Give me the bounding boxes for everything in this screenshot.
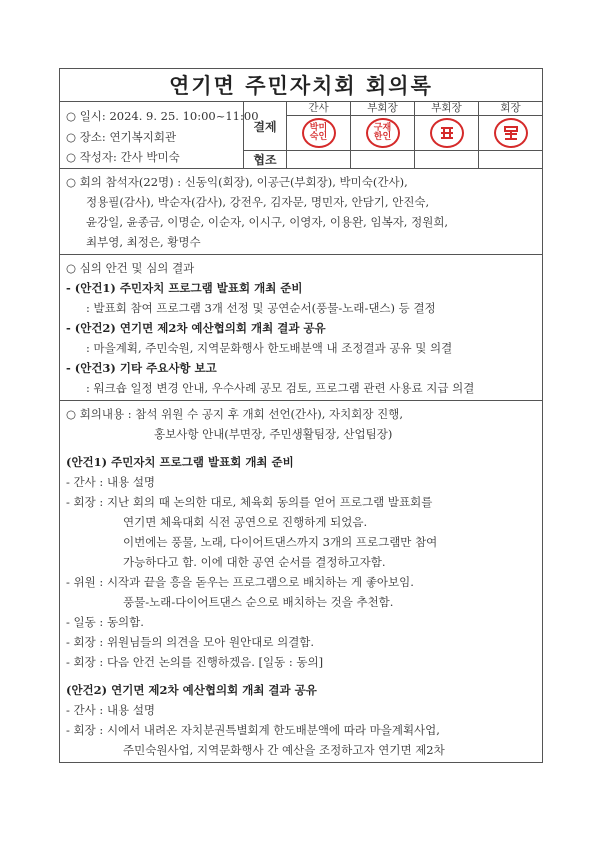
agenda-item-detail: : 마을계획, 주민숙원, 지역문화행사 한도배분액 내 조정결과 공유 및 의결 xyxy=(86,341,453,355)
approval-role: 간사 xyxy=(287,102,350,116)
minutes-line: - 회장 : 시에서 내려온 자치분권특별회계 한도배분액에 따라 마을계획사업, xyxy=(66,723,440,737)
minutes-line: - 간사 : 내용 설명 xyxy=(66,475,156,489)
seal-text: 구재한인 xyxy=(373,123,392,142)
seal-stamp xyxy=(430,118,464,148)
seal-mark xyxy=(500,122,522,144)
minutes-line: 이번에는 풍물, 노래, 다이어트댄스까지 3개의 프로그램만 참여 xyxy=(123,535,438,549)
attendees-line: 최부영, 최정은, 황명수 xyxy=(86,235,201,249)
cooperation-cell xyxy=(351,151,414,168)
minutes-line: 가능하다고 함. 이에 대한 공연 순서를 결정하고자함. xyxy=(123,555,386,569)
approval-sign-cell xyxy=(479,116,542,151)
attendees-line: 윤강일, 윤종금, 이명순, 이순자, 이시구, 이영자, 이용완, 임복자, 정원희, xyxy=(86,215,449,229)
minutes-line: - 회장 : 다음 안건 논의를 진행하겠음. [일동 : 동의] xyxy=(66,655,324,669)
approval-sign-cell xyxy=(415,116,478,151)
approval-sign-cell xyxy=(287,116,350,151)
minutes-document xyxy=(59,68,543,763)
cooperation-cell xyxy=(415,151,478,168)
approval-column-vice-chair-2 xyxy=(415,102,479,168)
agenda-item-title: - (안건1) 주민자치 프로그램 발표회 개최 준비 xyxy=(66,281,303,295)
approval-role: 회장 xyxy=(479,102,542,116)
seal-stamp xyxy=(302,118,336,148)
approval-grid xyxy=(287,102,542,168)
minutes-line: - 회장 : 위원님들의 의견을 모아 원안대로 의결함. xyxy=(66,635,315,649)
agenda-item-detail: : 발표회 참여 프로그램 3개 선정 및 공연순서(풍물-노래-댄스) 등 결정 xyxy=(86,301,436,315)
minutes-intro: ○ 회의내용 : 참석 위원 수 공지 후 개회 선언(간사), 자치회장 진행, xyxy=(66,407,404,421)
cooperation-cell xyxy=(287,151,350,168)
meeting-writer: ○ 작성자: 간사 박미숙 xyxy=(66,150,180,164)
approval-role: 부회장 xyxy=(351,102,414,116)
meeting-place: ○ 장소: 연기복지회관 xyxy=(66,129,177,144)
minutes-line: 주민숙원사업, 지역문화행사 간 예산을 조정하고자 연기면 제2차 xyxy=(123,743,445,757)
attendees-line: 정용필(감사), 박순자(감사), 강전우, 김자문, 명민자, 안담기, 안진숙, xyxy=(86,195,430,209)
cooperation-cell xyxy=(479,151,542,168)
seal-text: 박미숙인 xyxy=(309,123,328,142)
attendees-section xyxy=(60,169,542,255)
document-title: 연기면 주민자치회 회의록 xyxy=(169,74,433,98)
seal-stamp xyxy=(366,118,400,148)
attendees-line: ○ 회의 참석자(22명) : 신동익(회장), 이공근(부회장), 박미숙(간사), xyxy=(66,175,408,189)
approval-labels xyxy=(244,102,287,168)
agenda-section xyxy=(60,255,542,401)
approval-role: 부회장 xyxy=(415,102,478,116)
approval-box xyxy=(244,102,542,168)
minutes-line: 풍물-노래-다이어트댄스 순으로 배치하는 것을 추천함. xyxy=(123,595,394,609)
minutes-section xyxy=(60,401,542,762)
minutes-line: - 회장 : 지난 회의 때 논의한 대로, 체육회 동의를 얻어 프로그램 발표회를 xyxy=(66,495,433,509)
minutes-line: 연기면 체육대회 식전 공연으로 진행하게 되었음. xyxy=(123,515,368,529)
minutes-line: - 위원 : 시작과 끝을 흥을 돋우는 프로그램으로 배치하는 게 좋아보임. xyxy=(66,575,414,589)
cooperation-label: 협조 xyxy=(253,153,277,167)
agenda-heading: ○ 심의 안건 및 심의 결과 xyxy=(66,261,195,275)
meeting-info-text xyxy=(60,102,259,168)
approval-label: 결제 xyxy=(244,102,286,151)
meeting-info xyxy=(60,102,542,169)
agenda-item-title: - (안건3) 기타 주요사항 보고 xyxy=(66,361,217,375)
minutes-intro: 홍보사항 안내(부면장, 주민생활팀장, 산업팀장) xyxy=(154,427,393,441)
seal-mark xyxy=(436,122,458,144)
minutes-line: - 일동 : 동의함. xyxy=(66,615,144,629)
minutes-item-title: (안건1) 주민자치 프로그램 발표회 개최 준비 xyxy=(66,455,294,469)
approval-sign-cell xyxy=(351,116,414,151)
approval-column-vice-chair-1 xyxy=(351,102,415,168)
meeting-date: ○ 일시: 2024. 9. 25. 10:00~11:00 xyxy=(66,109,259,123)
minutes-item-title: (안건2) 연기면 제2차 예산협의회 개최 결과 공유 xyxy=(66,683,317,697)
seal-stamp xyxy=(494,118,528,148)
title-row xyxy=(60,69,542,102)
agenda-item-detail: : 워크숍 일정 변경 안내, 우수사례 공모 검토, 프로그램 관련 사용료 지급 의결 xyxy=(86,381,475,395)
agenda-item-title: - (안건2) 연기면 제2차 예산협의회 개최 결과 공유 xyxy=(66,321,326,335)
approval-column-chair xyxy=(479,102,542,168)
minutes-line: - 간사 : 내용 설명 xyxy=(66,703,156,717)
approval-column-secretary xyxy=(287,102,351,168)
